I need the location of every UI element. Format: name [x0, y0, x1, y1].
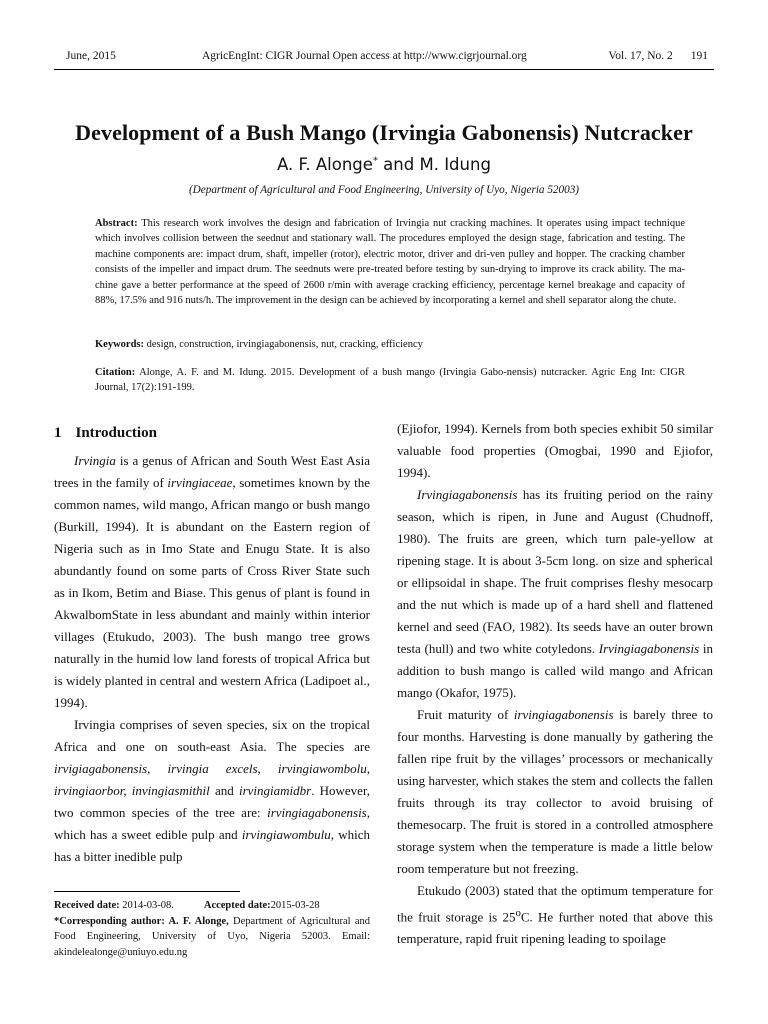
received-label: Received date: — [54, 900, 120, 911]
accepted-label: Accepted date: — [203, 900, 271, 911]
header-rule — [54, 69, 714, 70]
italic-term: irvingiagabonensis — [267, 805, 367, 820]
body-text: Fruit maturity of — [417, 707, 514, 722]
footnote-rule — [54, 891, 240, 892]
body-text: , which has a bitter inedible pulp — [54, 827, 370, 864]
corresponding-mark: * — [372, 155, 378, 167]
body-text: Irvingia comprises of seven species, six on the tropical Africa and one on south-east Asia. The species are — [54, 717, 370, 754]
accepted-date: 2015-03-28 — [270, 900, 320, 911]
section-heading — [54, 422, 370, 444]
fruiting-paragraph — [397, 484, 713, 704]
intro-paragraph-2 — [54, 714, 370, 868]
body-text: . However, two common species of the tree are: — [54, 783, 371, 820]
italic-term: Irvingia — [74, 453, 116, 468]
abstract — [95, 216, 685, 308]
right-column — [397, 418, 713, 950]
keywords — [95, 337, 685, 352]
first-author: A. F. Alonge — [277, 155, 373, 174]
header-volume: Vol. 17, No. 2 — [608, 50, 673, 62]
corresponding-author — [54, 914, 370, 961]
keywords-label: Keywords: — [95, 339, 144, 350]
abstract-text: This research work involves the design and fabrication of Irvingia nut cracking machines. It operates using impact technique which involves collision between the seednut and stationary wall. The procedures employed the design stage, fabrication and testing. The machine components are: impact drum, shaft, impeller (rotor), electric motor, driver and dri-ven pulley and hopper. The cracking chamber consists of the impeller and impact drum. The seednuts were pre-treated before testing by sun-drying to improve its crack ability. The ma-chine gave a better performance at the speed of 2600 r/min with average cracking efficiency, percentage kernel breakage and capacity of 88%, 17.5% and 916 nuts/h. The improvement in the design can be achieved by incorporating a kernel and shell separator along the chute. — [95, 218, 685, 307]
body-text: , which has a sweet edible pulp and — [54, 805, 370, 842]
section-title: Introduction — [75, 425, 157, 441]
harvesting-paragraph — [397, 704, 713, 880]
paper-title: Development of a Bush Mango (Irvingia Gabonensis) Nutcracker — [75, 120, 693, 145]
running-header — [66, 50, 708, 70]
header-date: June, 2015 — [66, 50, 116, 62]
italic-term: Irvingiagabonensis — [598, 641, 700, 656]
body-text: , sometimes known by the common names, wild mango, African mango or bush mango (Burkill, 1994). It is abundant on the Eastern region of Nigeria such as in Imo State and Enugu State. It is also abundantly found on some parts of Cross River State such as in Ikom, Betim and Biase. This genus of plant is found in AkwalbomState in less abundant and mainly within interior villages (Etukudo, 2003). The bush mango tree grows naturally in the humid low land forests of tropical Africa but is widely planted in central and western Africa (Ladipoet al., 1994). — [54, 475, 370, 710]
body-text: Etukudo (2003) stated that the optimum temperature for the fruit storage is 25 — [397, 883, 713, 925]
other-authors: and M. Idung — [377, 155, 491, 174]
italic-term: irvingiaceae — [167, 475, 233, 490]
citation-label: Citation: — [95, 367, 136, 378]
storage-paragraph — [397, 880, 713, 950]
italic-term: Irvingiagabonensis — [417, 487, 518, 502]
dates-line — [54, 898, 370, 914]
degree-mark: o — [515, 907, 521, 919]
citation — [95, 365, 685, 396]
abstract-label: Abstract: — [95, 218, 138, 229]
footnote — [54, 898, 370, 960]
italic-term: irvingiamidbr — [238, 783, 312, 798]
italic-term: irvingiagabonensis — [513, 707, 614, 722]
header-page-number: 191 — [690, 50, 708, 62]
corresponding-label: *Corresponding author: A. F. Alonge, — [54, 915, 229, 927]
header-journal: AgricEngInt: CIGR Journal Open access at http://www.cigrjournal.org — [202, 50, 527, 62]
intro-paragraph-1 — [54, 450, 370, 714]
header-volume-page — [608, 50, 708, 62]
body-text: in addition to bush mango is called wild mango and African mango (Okafor, 1975). — [397, 641, 713, 700]
body-text: is a genus of African and South West East Asia trees in the family of — [54, 453, 370, 490]
received-date: 2014-03-08. — [119, 900, 174, 911]
body-text: has its fruiting period on the rainy season, which is ripen, in June and August (Chudnoff, 1980). The fruits are green, which turn pale-yellow at ripening stage. It is about 3-5cm long. on size and spherical or ellipsoidal in shape. The fruit comprises fleshy mesocarp and the nut which is made up of a hard shell and flattened kernel and seed (FAO, 1982). Its seeds have an outer brown testa (hull) and two white cotyledons. — [397, 487, 713, 656]
italic-term: irvigiagabonensis, irvingia excels, irvingiawombolu, irvingiaorbor, invingiasmithil — [54, 761, 370, 798]
left-column — [54, 418, 370, 868]
keywords-text: design, construction, irvingiagabonensis, nut, cracking, efficiency — [144, 339, 423, 350]
continued-paragraph: (Ejiofor, 1994). Kernels from both species exhibit 50 similar valuable food properties (Omogbai, 1990 and Ejiofor, 1994). — [397, 421, 713, 480]
corresponding-details: Department of Agricultural and Food Engineering, University of Uyo, Nigeria 52003. Email: akindelealonge@uniuyo.edu.ng — [54, 915, 370, 958]
body-text: C. He further noted that above this temperature, rapid fruit ripening leading to spoilage — [397, 909, 713, 947]
section-number: 1 — [54, 425, 62, 441]
author-line — [0, 155, 768, 174]
citation-text: Alonge, A. F. and M. Idung. 2015. Development of a bush mango (Irvingia Gabo-nensis) nutcracker. Agric Eng Int: CIGR Journal, 17(2):191-199. — [95, 367, 685, 394]
body-text: and — [209, 783, 239, 798]
affiliation: (Department of Agricultural and Food Engineering, University of Uyo, Nigeria 52003) — [188, 184, 580, 196]
italic-term: irvingiawombulu — [241, 827, 331, 842]
body-text: is barely three to four months. Harvesting is done manually by gathering the fallen ripe fruit by the villages’ processors or mechanically using harvester, which stakes the stem and collects the fallen fruits through its tray collector to avoid bruising of themesocarp. The fruit is stored in a controlled atmosphere storage system when the temperature is made a little below room temperature but not freezing. — [397, 707, 713, 876]
